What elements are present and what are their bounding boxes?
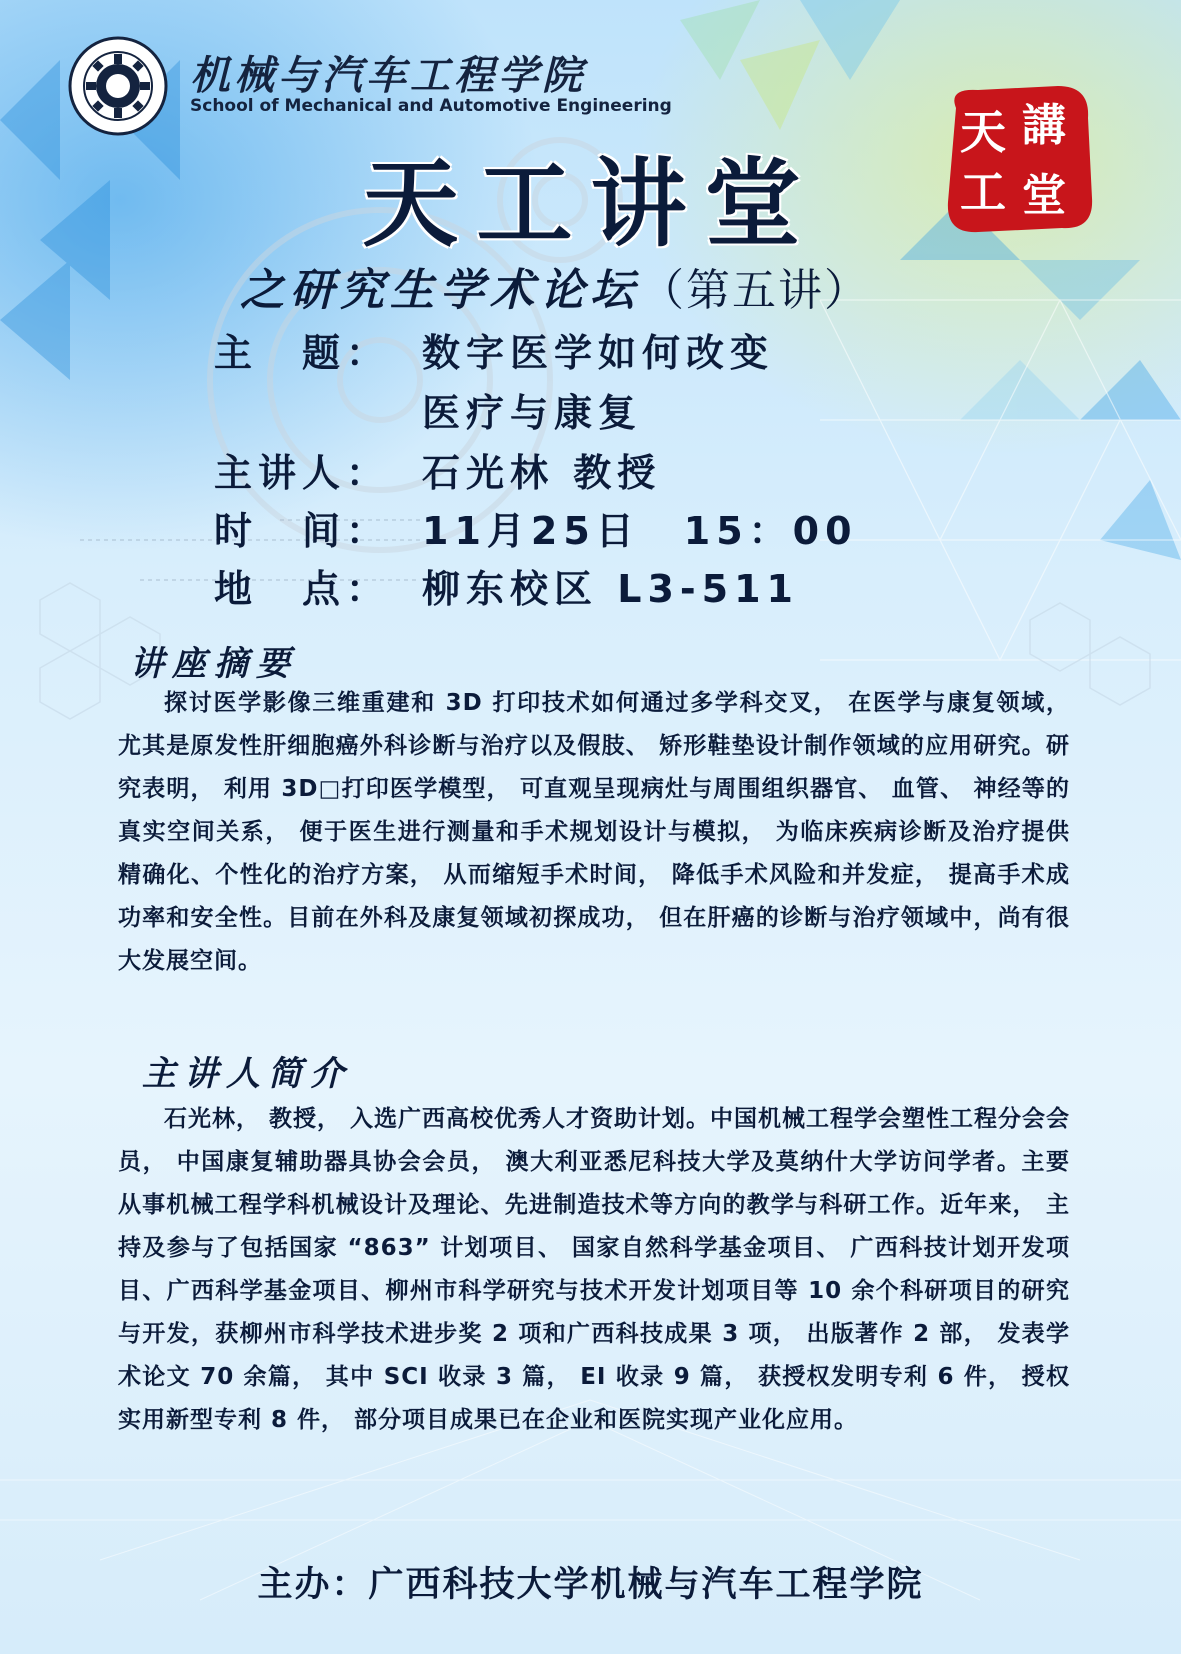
time-label: 时 间： xyxy=(214,509,391,553)
forum-subtitle-text: 之研究生学术论坛 xyxy=(240,265,640,316)
abstract-text: 探讨医学影像三维重建和 3D 打印技术如何通过多学科交叉， 在医学与康复领域， 尤其是原发性肝细胞癌外科诊断与治疗以及假肢、 矫形鞋垫设计制作领域的应用研究。研究表明， 利用 3D□打印医学模型， 可直观呈现病灶与周围组织器官、 血管、 神经等的真实空间关系， 便于医生进行测量和手术规划设计与模拟， 为临床疾病诊断及治疗提供精确化、个性化的治疗方案， 从而缩短手术时间， 降低手术风险和并发症， 提高手术成功率和安全性。目前在外科及康复领域初探成功， 但在肝癌的诊断与治疗领域中，尚有很大发展空间。 xyxy=(118,690,1070,974)
school-name-cn: 机械与汽车工程学院 xyxy=(190,52,586,99)
time-value: 11月25日 15：00 xyxy=(422,509,858,553)
forum-subtitle xyxy=(240,254,870,318)
speaker-row xyxy=(214,442,661,497)
topic-row xyxy=(214,322,774,377)
place-row xyxy=(214,558,799,613)
time-row xyxy=(214,500,858,555)
gear-emblem-icon xyxy=(68,36,168,136)
bio-heading: 主讲人简介 xyxy=(142,1054,352,1094)
topic-row-2 xyxy=(214,382,642,437)
red-seal-stamp xyxy=(938,78,1098,238)
speaker-value: 石光林 教授 xyxy=(422,451,662,495)
seal-char-2: 講 xyxy=(1022,100,1066,151)
abstract-heading: 讲座摘要 xyxy=(130,644,298,684)
topic-value-line1: 数字医学如何改变 xyxy=(422,331,775,375)
seal-char-3: 工 xyxy=(960,165,1006,219)
triangle-grid-lines xyxy=(820,300,1181,660)
speaker-label: 主讲人： xyxy=(214,451,391,495)
place-value: 柳东校区 L3-511 xyxy=(422,567,799,611)
seal-char-4: 堂 xyxy=(1022,170,1066,221)
seal-char-1: 天 xyxy=(960,105,1006,159)
school-name-en: School of Mechanical and Automotive Engineering xyxy=(190,96,672,116)
topic-label: 主 题： xyxy=(214,331,391,375)
bio-text: 石光林， 教授， 入选广西高校优秀人才资助计划。中国机械工程学会塑性工程分会会员， 中国康复辅助器具协会会员， 澳大利亚悉尼科技大学及莫纳什大学访问学者。主要从事机械工程学科机械设计及理论、先进制造技术等方向的教学与科研工作。近年来， 主持及参与了包括国家 “863” 计划项目、 国家自然科学基金项目、 广西科技计划开发项目、广西科学基金项目、柳州市科学研究与技术开发计划项目等 10 余个科研项目的研究与开发，获柳州市科学技术进步奖 2 项和广西科技成果 3 项， 出版著作 2 部， 发表学术论文 70 余篇， 其中 SCI 收录 3 篇， EI 收录 9 篇， 获授权发明专利 6 件， 授权实用新型专利 8 件， 部分项目成果已在企业和医院实现产业化应用。 xyxy=(118,1106,1071,1433)
place-label: 地 点： xyxy=(214,567,391,611)
lecture-number: （第五讲） xyxy=(640,265,870,316)
organizer-footer: 主办：广西科技大学机械与汽车工程学院 xyxy=(257,1565,924,1605)
topic-value-line2: 医疗与康复 xyxy=(422,391,643,435)
lecture-series-title: 天工讲堂 xyxy=(362,147,819,260)
